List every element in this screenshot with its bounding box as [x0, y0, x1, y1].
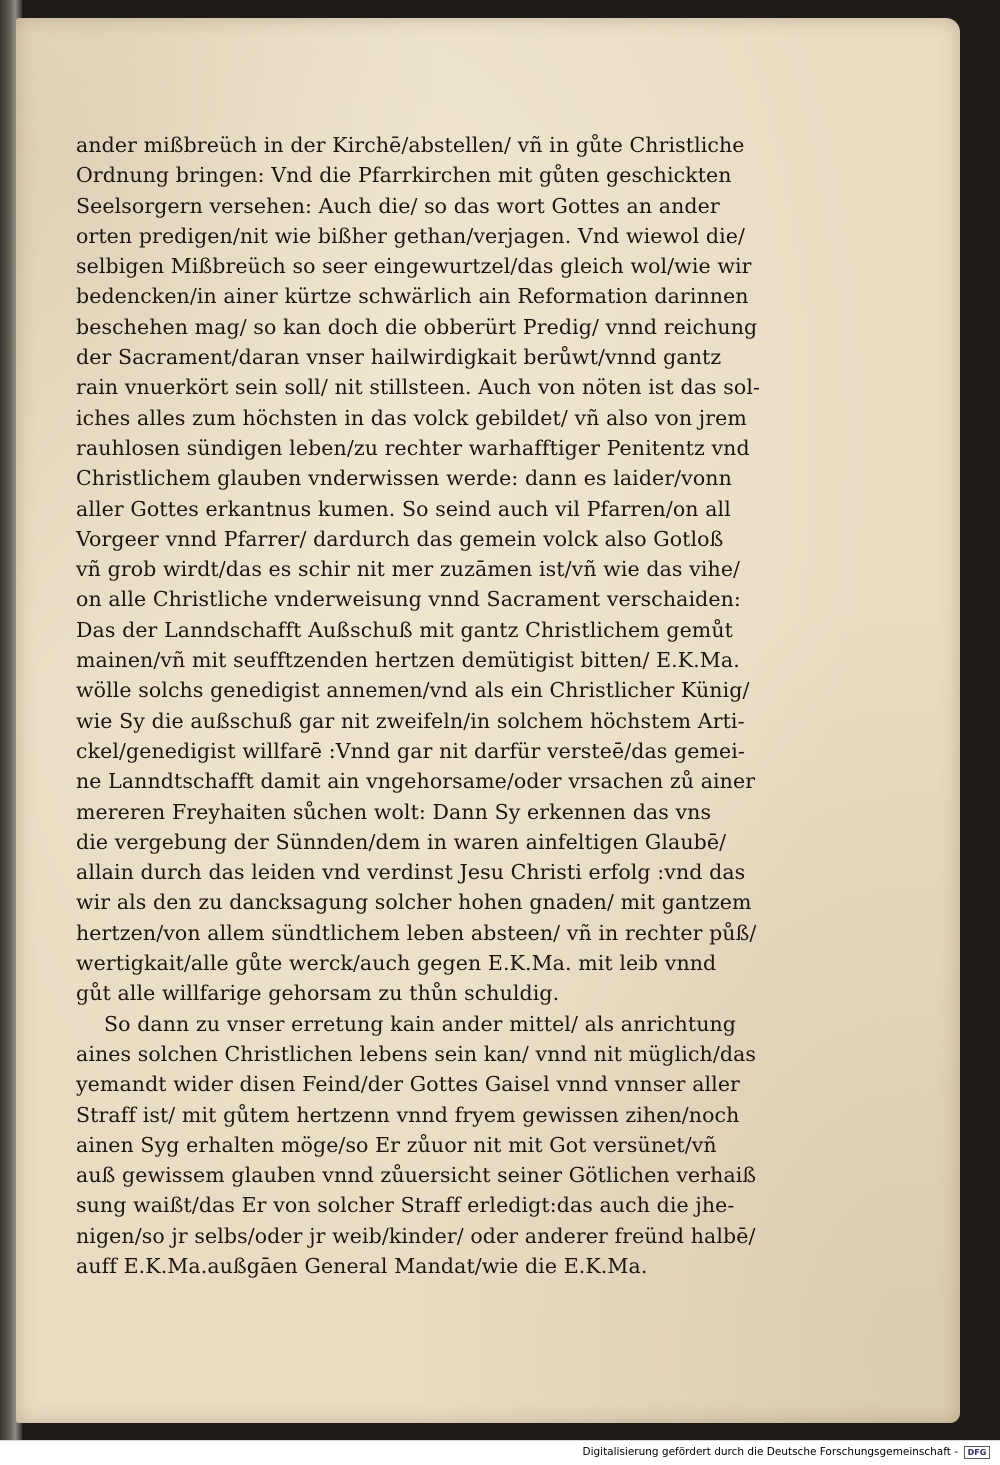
text-line: ainen Syg erhalten möge/so Er zůuor nit mit Got versünet/vñ — [76, 1132, 717, 1157]
text-line: beschehen mag/ so kan doch die obberürt Predig/ vnnd reichung — [76, 314, 758, 339]
book-page — [16, 18, 960, 1423]
text-line: wir als den zu dancksagung solcher hohen gnaden/ mit gantzem — [76, 890, 752, 915]
text-line: ander mißbreüch in der Kirchē/abstellen/ vñ in gůte Christliche — [76, 133, 745, 157]
text-line: orten predigen/nit wie bißher gethan/verjagen. Vnd wiewol die/ — [76, 223, 745, 248]
text-line: bedencken/in ainer kürtze schwärlich ain Reformation darinnen — [76, 284, 749, 309]
text-line: vñ grob wirdt/das es schir nit mer zuzāmen ist/vñ wie das vihe/ — [76, 557, 741, 582]
text-line: Vorgeer vnnd Pfarrer/ dardurch das gemein volck also Gotloß — [76, 526, 724, 551]
text-line: wölle solchs genedigist annemen/vnd als ein Christlicher Künig/ — [76, 678, 750, 703]
text-line: rain vnuerkört sein soll/ nit stillsteen. Auch von nöten ist das sol- — [76, 375, 760, 400]
text-line: hertzen/von allem sündtlichem leben absteen/ vñ in rechter půß/ — [76, 920, 757, 945]
text-line: Christlichem glauben vnderwissen werde: dann es laider/vonn — [76, 466, 732, 491]
text-line: mereren Freyhaiten sůchen wolt: Dann Sy erkennen das vns — [76, 799, 712, 824]
text-line: rauhlosen sündigen leben/zu rechter warhafftiger Penitentz vnd — [76, 435, 750, 460]
text-line: Das der Lanndschafft Außschuß mit gantz Christlichem gemůt — [76, 617, 733, 642]
page-text — [76, 130, 856, 1281]
text-line: Seelsorgern versehen: Auch die/ so das wort Gottes an ander — [76, 193, 720, 218]
text-line: aller Gottes erkantnus kumen. So seind auch vil Pfarren/on all — [76, 496, 731, 521]
text-line: nigen/so jr selbs/oder jr weib/kinder/ oder anderer freünd halbē/ — [76, 1223, 756, 1248]
text-line: yemandt wider disen Feind/der Gottes Gaisel vnnd vnnser aller — [76, 1072, 740, 1097]
text-line: So dann zu vnser erretung kain ander mittel/ als anrichtung — [104, 1011, 737, 1036]
text-line: ckel/genedigist willfarē :Vnnd gar nit darfür versteē/das gemei- — [76, 738, 745, 763]
text-line: Ordnung bringen: Vnd die Pfarrkirchen mit gůten geschickten — [76, 163, 732, 188]
text-line: aines solchen Christlichen lebens sein kan/ vnnd nit müglich/das — [76, 1041, 757, 1066]
text-line: selbigen Mißbreüch so seer eingewurtzel/das gleich wol/wie wir — [76, 254, 752, 279]
text-line: der Sacrament/daran vnser hailwirdigkait berůwt/vnnd gantz — [76, 345, 722, 370]
text-line: mainen/vñ mit seufftzenden hertzen demütigist bitten/ E.K.Ma. — [76, 648, 740, 673]
text-line: Straff ist/ mit gůtem hertzenn vnnd fryem gewissen zihen/noch — [76, 1102, 740, 1127]
text-line: wertigkait/alle gůte werck/auch gegen E.K.Ma. mit leib vnnd — [76, 951, 717, 976]
funding-credit: Digitalisierung gefördert durch die Deutsche Forschungsgemeinschaft - — [582, 1446, 958, 1458]
footer-bar — [0, 1440, 1000, 1465]
text-line: allain durch das leiden vnd verdinst Jesu Christi erfolg :vnd das — [76, 860, 746, 885]
text-line: gůt alle willfarige gehorsam zu thůn schuldig. — [76, 981, 560, 1006]
text-line: ne Lanndtschafft damit ain vngehorsame/oder vrsachen zů ainer — [76, 769, 756, 794]
text-line: auff E.K.Ma.außgāen General Mandat/wie die E.K.Ma. — [76, 1253, 648, 1278]
text-line: iches alles zum höchsten in das volck gebildet/ vñ also von jrem — [76, 405, 747, 430]
dfg-logo-icon: DFG — [964, 1446, 990, 1459]
text-line: wie Sy die außschuß gar nit zweifeln/in solchem höchstem Arti- — [76, 708, 745, 733]
text-line: sung waißt/das Er von solcher Straff erledigt:das auch die jhe- — [76, 1193, 735, 1218]
text-line: auß gewissem glauben vnnd zůuersicht seiner Götlichen verhaiß — [76, 1163, 757, 1188]
text-line: die vergebung der Sünnden/dem in waren ainfeltigen Glaubē/ — [76, 829, 727, 854]
text-line: on alle Christliche vnderweisung vnnd Sacrament verschaiden: — [76, 587, 741, 612]
